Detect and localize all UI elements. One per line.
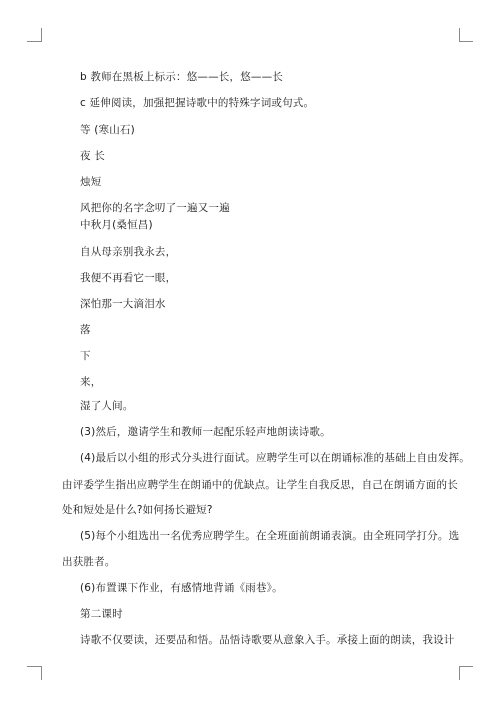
text-line: 由评委学生指出应聘学生在朗诵中的优缺点。让学生自我反思，自己在朗诵方面的长	[62, 479, 458, 491]
text-line: 中秋月(桑恒昌)	[80, 219, 153, 231]
text-line: (6)布置课下作业，有感情地背诵《雨巷》。	[80, 582, 283, 594]
crop-mark-bottom-right	[459, 666, 473, 667]
text-line: b 教师在黑板上标示：悠——长，悠——长	[80, 71, 284, 83]
crop-mark-top-left	[41, 28, 42, 42]
text-line: 下	[80, 350, 91, 362]
text-line: c 延伸阅读，加强把握诗歌中的特殊字词或句式。	[80, 97, 315, 109]
crop-mark-top-left	[27, 41, 41, 42]
text-line: 出获胜者。	[62, 556, 116, 568]
text-line: (4)最后以小组的形式分头进行面试。应聘学生可以在朗诵标准的基础上自由发挥。	[80, 452, 470, 464]
crop-mark-top-right	[459, 28, 460, 42]
text-line: 落	[80, 324, 91, 336]
text-line: 处和短处是什么?如何扬长避短?	[62, 504, 213, 516]
text-line: 诗歌不仅要读，还要品和悟。品悟诗歌要从意象入手。承接上面的朗读，我设计	[80, 634, 455, 646]
text-line: 深怕那一大滴泪水	[80, 298, 166, 310]
section-heading: 第二课时	[80, 608, 123, 620]
crop-mark-bottom-right	[459, 666, 460, 680]
text-line: 自从母亲别我永去，	[80, 246, 177, 258]
text-line: 来，	[80, 376, 102, 388]
crop-mark-bottom-left	[41, 666, 42, 680]
text-line: 夜 长	[80, 150, 105, 162]
crop-mark-bottom-left	[27, 666, 41, 667]
text-line: 我便不再看它一眼，	[80, 272, 177, 284]
text-line: (3)然后，邀请学生和教师一起配乐轻声地朗读诗歌。	[80, 426, 331, 438]
text-line: 等 (寒山石)	[80, 124, 135, 136]
crop-mark-top-right	[459, 41, 473, 42]
text-line: 风把你的名字念叨了一遍又一遍	[80, 202, 230, 214]
text-line: 湿了人间。	[80, 400, 134, 412]
text-line: 烛短	[80, 176, 102, 188]
text-line: (5)每个小组选出一名优秀应聘学生。在全班面前朗诵表演。由全班同学打分。选	[80, 530, 460, 542]
